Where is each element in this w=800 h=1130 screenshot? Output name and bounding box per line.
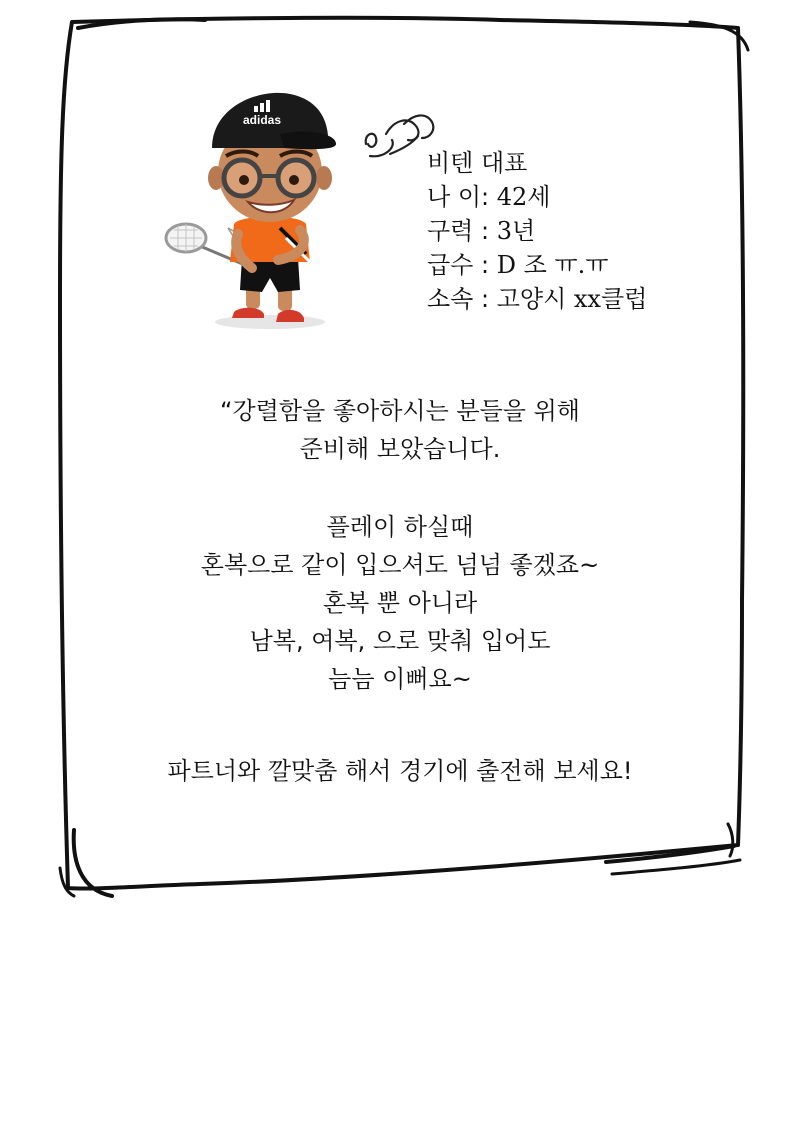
profile-separator: : [473,217,497,245]
memoji-avatar-icon [160,78,360,330]
profile-row-club [427,282,647,316]
message-line: 남복, 여복, 으로 맞춰 입어도 [249,627,551,655]
profile-separator: : [473,285,497,313]
profile-value: 42세 [496,183,551,211]
message-line: 플레이 하실때 [326,513,474,541]
message-line: 혼복으로 같이 입으셔도 넘넘 좋겠죠~ [200,551,600,579]
message-block-intro [90,392,710,468]
message-line: 혼복 뿐 아니라 [322,589,478,617]
profile-label: 나 이 [427,183,481,211]
message-line: “강렬함을 좋아하시는 분들을 위해 [220,397,580,425]
profile-name: 비텐 대표 [427,149,528,177]
profile-value: D 조 ㅠ.ㅠ [496,251,609,279]
profile-label: 구력 [427,217,474,245]
profile-row-grade [427,248,647,282]
message-line: 파트너와 깔맞춤 해서 경기에 출전해 보세요! [167,757,633,785]
profile-label: 급수 [427,251,474,279]
message-line: 준비해 보았습니다. [299,435,501,463]
profile-separator: : [481,183,497,211]
message-block-closing [90,752,710,790]
profile-row-career [427,214,647,248]
profile-row-age [427,180,647,214]
message-block-play [90,508,710,698]
profile-value: 고양시 xx클럽 [496,285,648,313]
message-line: 늠늠 이뻐요~ [328,665,472,693]
profile-info [427,146,647,316]
profile-separator: : [473,251,497,279]
svg-text:adidas: adidas [242,113,282,127]
profile-value: 3년 [496,217,536,245]
profile-label: 소속 [427,285,474,313]
